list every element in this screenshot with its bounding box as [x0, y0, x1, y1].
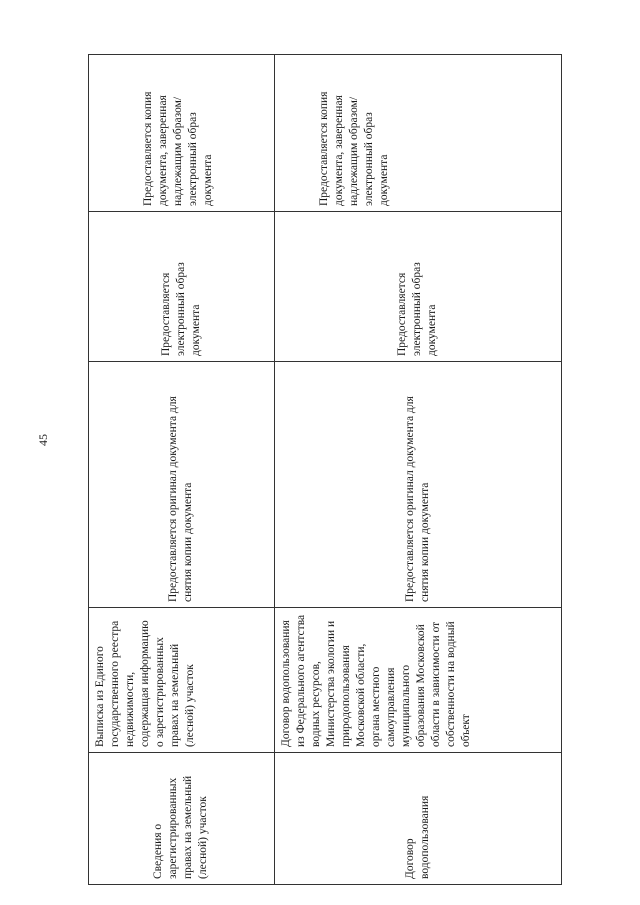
- table-row: [274, 55, 561, 885]
- table-cell-original-requirement: Предоставляется оригинал документа для снятия копии документа: [89, 362, 275, 608]
- table-cell-electronic-requirement: Предоставляется электронный образ документа: [274, 212, 561, 362]
- table-row: [89, 55, 275, 885]
- table-cell-original-requirement: Предоставляется оригинал документа для снятия копии документа: [274, 362, 561, 608]
- table-cell-info-type: Договор водопользования: [274, 753, 561, 885]
- table-cell-document-name: Выписка из Единого государственного реестра недвижимости, содержащая информацию о зарегистрированных правах на земельный (лесной) участок: [89, 608, 275, 753]
- rotated-table-container: [88, 55, 562, 885]
- table-cell-copy-requirement: Предоставляется копия документа, заверенная надлежащим образом/электронный образ документа: [274, 55, 561, 212]
- table-cell-copy-requirement: Предоставляется копия документа, заверенная надлежащим образом/электронный образ документа: [89, 55, 275, 212]
- table-cell-info-type: Сведения о зарегистрированных правах на земельный (лесной) участок: [89, 753, 275, 885]
- table-cell-document-name: Договор водопользования из Федерального агентства водных ресурсов, Министерства экологии и природопользования Московской области, органа местного самоуправления муниципального образования Московской области в зависимости от собственности на водный объект: [274, 608, 561, 753]
- documents-table: [88, 54, 562, 885]
- page-number: 45: [36, 434, 50, 446]
- table-cell-electronic-requirement: Предоставляется электронный образ документа: [89, 212, 275, 362]
